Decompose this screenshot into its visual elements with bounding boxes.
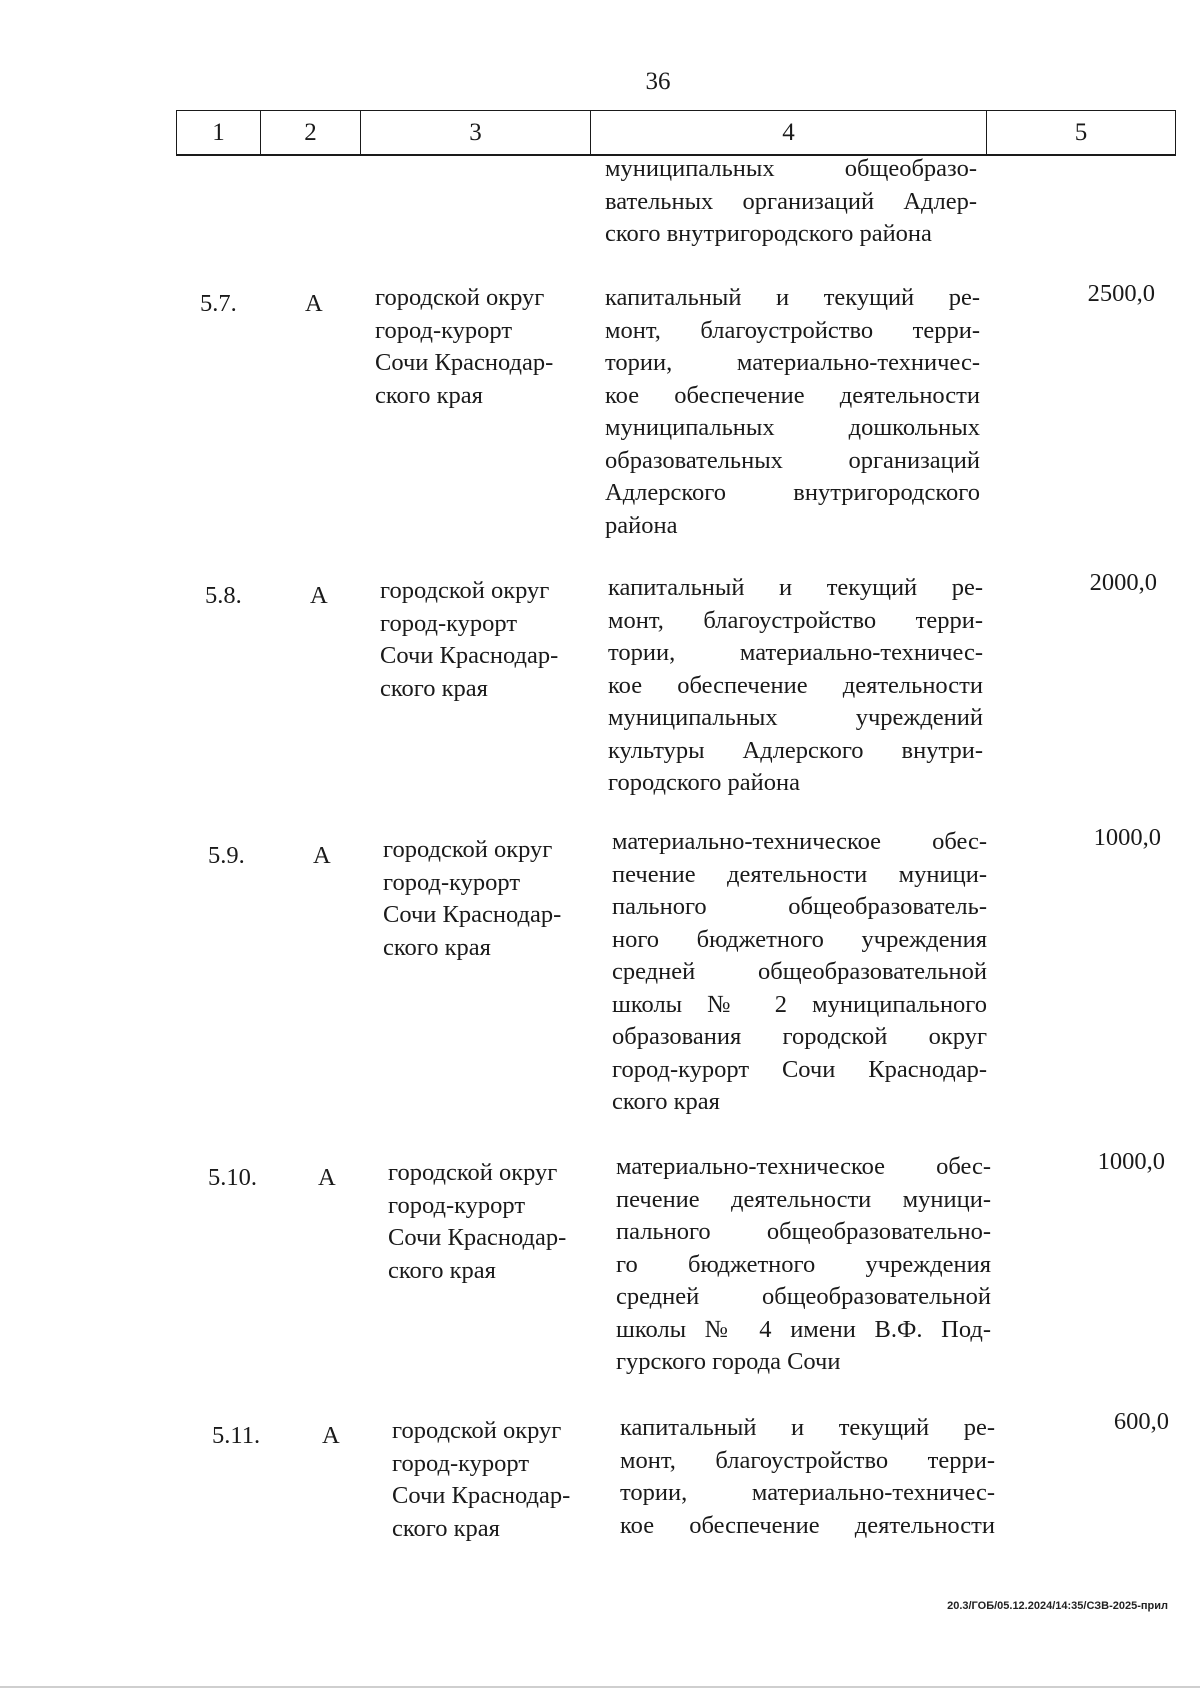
text-line: ского края — [375, 381, 483, 409]
text-line: капитальный и текущий ре- — [620, 1414, 995, 1441]
row-number: 5.8. — [205, 582, 242, 609]
header-col-5: 5 — [1074, 118, 1088, 146]
text-line: культуры Адлерского внутри- — [608, 736, 983, 764]
row-recipient — [380, 575, 590, 705]
row-category: А — [310, 582, 328, 609]
text-line: пального общеобразователь- — [612, 893, 987, 920]
text-line: Сочи Краснодар- — [375, 349, 554, 376]
text-line: Адлерского внутригородского — [605, 479, 980, 506]
text-line: монт, благоустройство терри- — [620, 1446, 995, 1474]
text-line: ского внутригородского района — [605, 220, 932, 247]
row-category: А — [305, 290, 323, 317]
text-line: городской округ — [380, 577, 550, 604]
text-line: образовательных организаций — [605, 446, 980, 474]
row-recipient — [383, 834, 593, 964]
page-number: 36 — [645, 68, 671, 95]
table-header — [176, 110, 1176, 156]
text-line: городской округ — [388, 1159, 558, 1186]
text-line: Сочи Краснодар- — [380, 642, 559, 669]
row-category: А — [313, 842, 331, 869]
document-code: 20.3/ГОБ/05.12.2024/14:35/СЗВ-2025-прил — [947, 1600, 1168, 1612]
text-line: средней общеобразовательной — [612, 958, 987, 985]
text-line: город-курорт Сочи Краснодар- — [612, 1055, 987, 1083]
text-line: капитальный и текущий ре- — [605, 284, 980, 311]
row-category: А — [318, 1164, 336, 1191]
text-line: образования городской округ — [612, 1023, 987, 1050]
header-col-2: 2 — [261, 111, 361, 154]
row-amount: 2500,0 — [1087, 280, 1155, 307]
row-purpose — [608, 572, 983, 800]
row-recipient — [375, 282, 585, 412]
text-line: городской округ — [383, 836, 553, 863]
text-line: Сочи Краснодар- — [383, 901, 562, 928]
row-number: 5.11. — [212, 1422, 261, 1449]
continuation-text — [605, 153, 977, 251]
text-line: муниципальных учреждений — [608, 704, 983, 731]
row-amount: 1000,0 — [1093, 824, 1161, 851]
text-line: средней общеобразовательной — [616, 1283, 991, 1310]
text-line: ского края — [380, 674, 488, 702]
row-amount: 1000,0 — [1097, 1148, 1165, 1175]
row-number: 5.9. — [208, 842, 245, 869]
text-line: муниципальных общеобразо- — [605, 155, 977, 182]
row-recipient — [388, 1157, 598, 1287]
text-line: материально-техническое обес- — [612, 828, 987, 855]
text-line: го бюджетного учреждения — [616, 1250, 991, 1278]
text-line: школы № 2 муниципального — [612, 990, 987, 1018]
text-line: ного бюджетного учреждения — [612, 925, 987, 953]
text-line: гурского города Сочи — [616, 1348, 841, 1375]
text-line: района — [605, 511, 678, 539]
text-line: монт, благоустройство терри- — [605, 316, 980, 344]
text-line: монт, благоустройство терри- — [608, 606, 983, 634]
row-number: 5.10. — [208, 1164, 257, 1191]
text-line: городской округ — [375, 284, 545, 311]
text-line: город-курорт — [380, 609, 518, 637]
header-col-4: 4 — [591, 111, 987, 154]
scan-edge-line — [0, 1686, 1200, 1688]
row-recipient — [392, 1415, 602, 1545]
text-line: ского края — [383, 933, 491, 961]
text-line: городской округ — [392, 1417, 562, 1444]
row-number: 5.7. — [200, 290, 237, 317]
text-line: кое обеспечение деятельности — [605, 381, 980, 409]
text-line: муниципальных дошкольных — [605, 414, 980, 441]
row-category: А — [322, 1422, 340, 1449]
text-line: тории, материально-техничес- — [620, 1479, 995, 1506]
text-line: городского района — [608, 769, 801, 796]
text-line: кое обеспечение деятельности — [608, 671, 983, 699]
row-amount: 600,0 — [1113, 1408, 1169, 1435]
text-line: ского края — [388, 1256, 496, 1284]
row-purpose — [612, 826, 987, 1119]
text-line: кое обеспечение деятельности — [620, 1511, 995, 1539]
text-line: тории, материально-техничес- — [608, 639, 983, 666]
text-line: материально-техническое обес- — [616, 1153, 991, 1180]
header-col-3: 3 — [361, 111, 591, 154]
text-line: ского края — [392, 1514, 500, 1542]
text-line: город-курорт — [375, 316, 513, 344]
header-col-1: 1 — [177, 111, 261, 154]
text-line: капитальный и текущий ре- — [608, 574, 983, 601]
text-line: ского края — [612, 1088, 720, 1115]
text-line: город-курорт — [392, 1449, 530, 1477]
text-line: вательных организаций Адлер- — [605, 187, 977, 215]
text-line: тории, материально-техничес- — [605, 349, 980, 376]
row-purpose — [616, 1151, 991, 1379]
row-purpose — [605, 282, 980, 542]
row-amount: 2000,0 — [1089, 569, 1157, 596]
text-line: город-курорт — [388, 1191, 526, 1219]
text-line: Сочи Краснодар- — [388, 1224, 567, 1251]
text-line: пального общеобразовательно- — [616, 1218, 991, 1245]
text-line: школы № 4 имени В.Ф. Под- — [616, 1315, 991, 1343]
text-line: город-курорт — [383, 868, 521, 896]
text-line: печение деятельности муници- — [616, 1185, 991, 1213]
row-purpose — [620, 1412, 995, 1542]
text-line: Сочи Краснодар- — [392, 1482, 571, 1509]
text-line: печение деятельности муници- — [612, 860, 987, 888]
